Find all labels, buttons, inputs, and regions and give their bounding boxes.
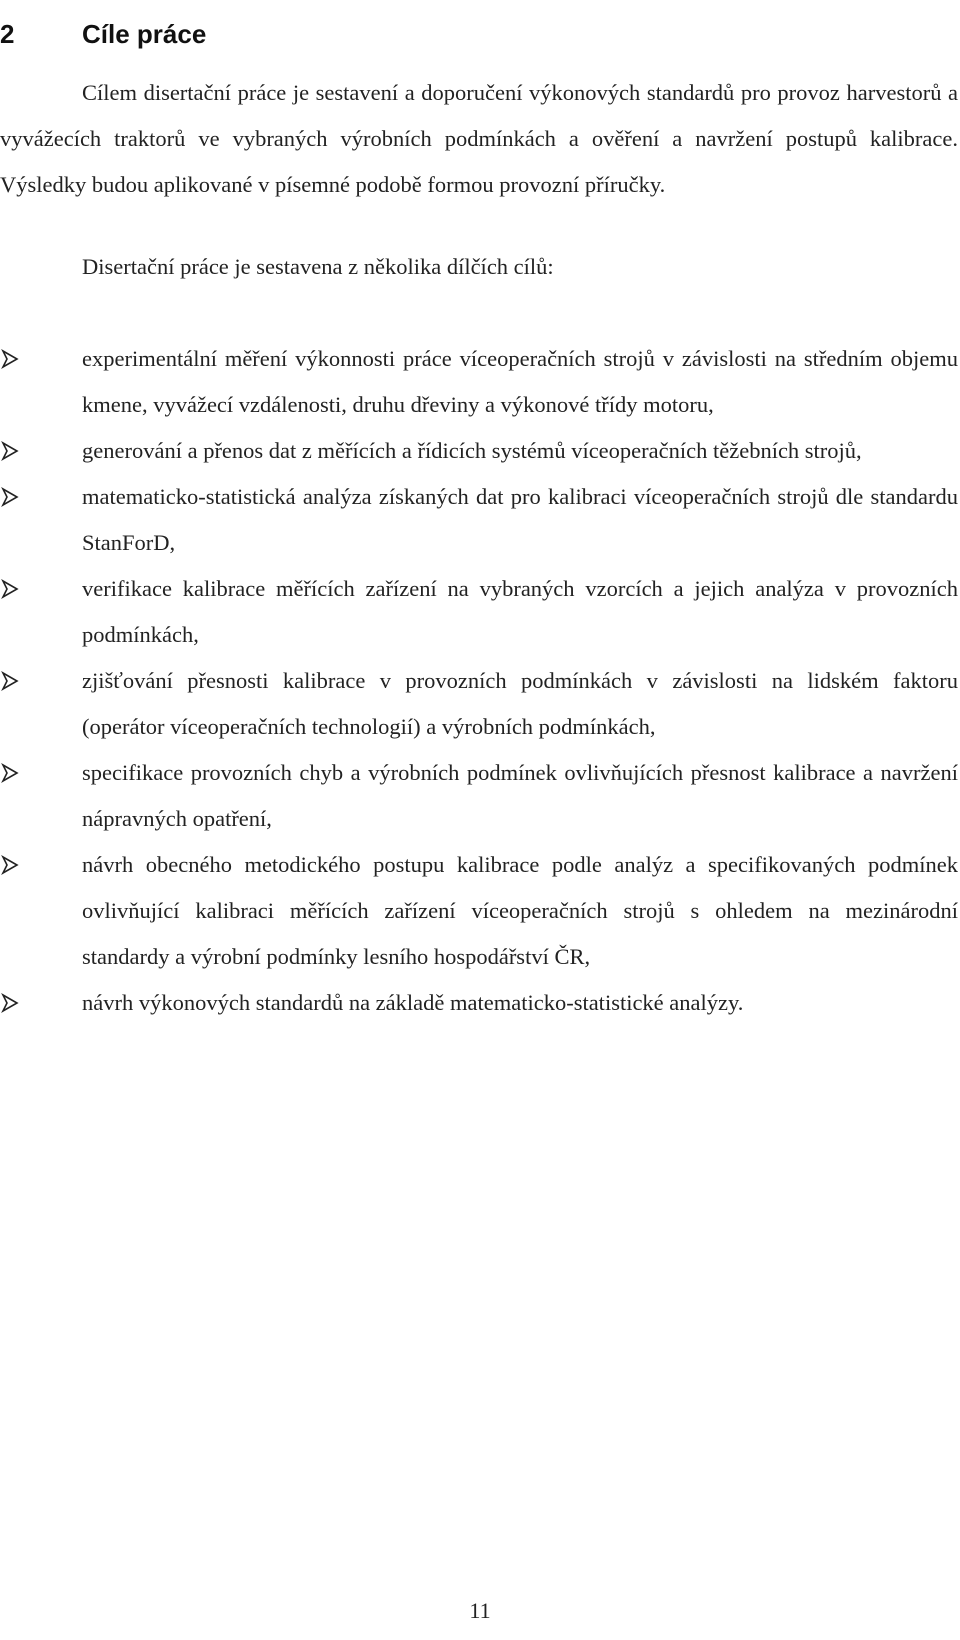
arrowhead-bullet-icon (0, 441, 20, 461)
list-item (0, 336, 958, 428)
arrowhead-bullet-icon (0, 763, 20, 783)
list-item-text: generování a přenos dat z měřících a řídicích systémů víceoperačních těžebních strojů, (82, 438, 862, 463)
page-number: 11 (469, 1598, 491, 1623)
goals-list (0, 336, 958, 1026)
list-item (0, 750, 958, 842)
section-number: 2 (0, 18, 15, 49)
arrowhead-bullet-icon (0, 487, 20, 507)
section-title: Cíle práce (82, 18, 207, 49)
section-heading (0, 17, 206, 51)
list-item (0, 474, 958, 566)
list-item-text: specifikace provozních chyb a výrobních podmínek ovlivňujících přesnost kalibrace a navržení nápravných opatření, (82, 760, 958, 831)
arrowhead-bullet-icon (0, 855, 20, 875)
list-item-text: verifikace kalibrace měřících zařízení na vybraných vzorcích a jejich analýza v provozních podmínkách, (82, 576, 958, 647)
list-item (0, 658, 958, 750)
arrowhead-bullet-icon (0, 579, 20, 599)
list-item-text: experimentální měření výkonnosti práce víceoperačních strojů v závislosti na středním objemu kmene, vyvážecí vzdálenosti, druhu dřeviny a výkonové třídy motoru, (82, 346, 958, 417)
list-item-text: zjišťování přesnosti kalibrace v provozních podmínkách v závislosti na lidském faktoru (operátor víceoperačních technologií) a výrobních podmínkách, (82, 668, 958, 739)
intro-paragraph: Cílem disertační práce je sestavení a doporučení výkonových standardů pro provoz harvestorů a vyvážecích traktorů ve vybraných výrobních podmínkách a ověření a navržení postupů kalibrace. Výsledky budou aplikované v písemné podobě formou provozní příručky. (0, 80, 958, 197)
list-item (0, 566, 958, 658)
list-item-text: návrh obecného metodického postupu kalibrace podle analýz a specifikovaných podmínek ovlivňující kalibraci měřících zařízení víceoperačních strojů s ohledem na mezinárodní standardy a výrobní podmínky lesního hospodářství ČR, (82, 852, 958, 969)
arrowhead-bullet-icon (0, 349, 20, 369)
list-item (0, 428, 958, 474)
list-item (0, 980, 958, 1026)
arrowhead-bullet-icon (0, 671, 20, 691)
goals-intro-paragraph: Disertační práce je sestavena z několika dílčích cílů: (82, 254, 554, 279)
arrowhead-bullet-icon (0, 993, 20, 1013)
list-item-text: návrh výkonových standardů na základě matematicko-statistické analýzy. (82, 990, 744, 1015)
list-item (0, 842, 958, 980)
list-item-text: matematicko-statistická analýza získaných dat pro kalibraci víceoperačních strojů dle standardu StanForD, (82, 484, 958, 555)
